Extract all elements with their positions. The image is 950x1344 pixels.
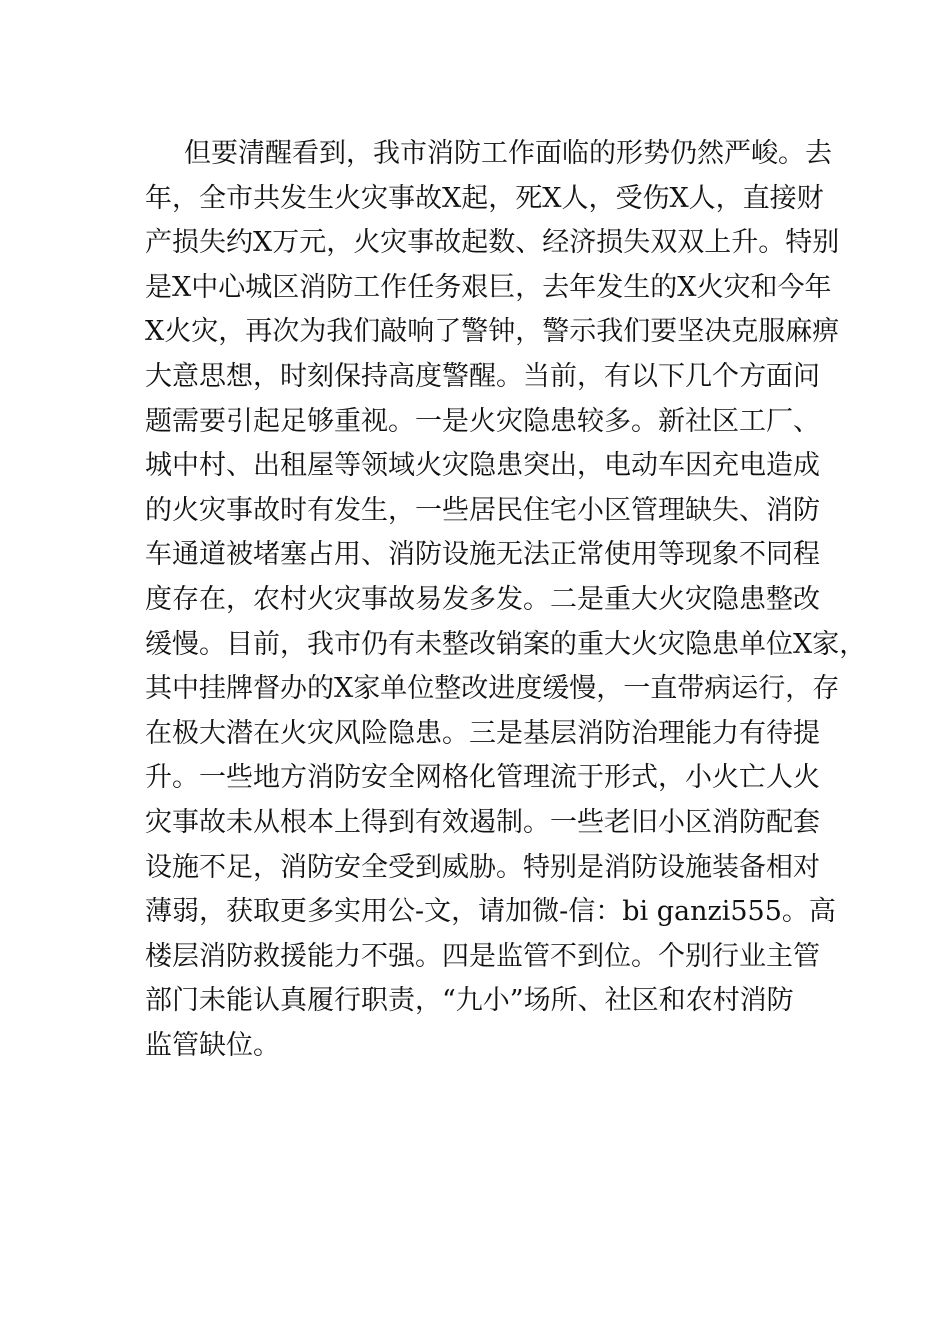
paragraph-line: 其中挂牌督办的X家单位整改进度缓慢，一直带病运行，存	[145, 673, 840, 705]
paragraph-line: 的火灾事故时有发生，一些居民住宅小区管理缺失、消防	[145, 494, 820, 526]
paragraph-line: 年，全市共发生火灾事故X起，死X人，受伤X人，直接财	[145, 182, 824, 214]
paragraph-line: 缓慢。目前，我市仍有未整改销案的重大火灾隐患单位X家，	[145, 628, 867, 660]
paragraph-line: 楼层消防救援能力不强。四是监管不到位。个别行业主管	[145, 940, 820, 972]
paragraph-line: 题需要引起足够重视。一是火灾隐患较多。新社区工厂、	[145, 405, 820, 437]
paragraph-line: 部门未能认真履行职责，“九小”场所、社区和农村消防	[145, 985, 794, 1017]
paragraph-line: 但要清醒看到，我市消防工作面临的形势仍然严峻。去	[184, 138, 832, 169]
body-paragraph	[145, 132, 867, 1068]
paragraph-line: 度存在，农村火灾事故易发多发。二是重大火灾隐患整改	[145, 583, 820, 615]
paragraph-line: 薄弱，获取更多实用公-文，请加微-信：bi ganzi555。高	[145, 896, 836, 928]
paragraph-line: 是X中心城区消防工作任务艰巨，去年发生的X火灾和今年	[145, 271, 832, 303]
paragraph-line: 设施不足，消防安全受到威胁。特别是消防设施装备相对	[145, 851, 820, 883]
paragraph-line: 升。一些地方消防安全网格化管理流于形式，小火亡人火	[145, 762, 820, 794]
paragraph-line: 车通道被堵塞占用、消防设施无法正常使用等现象不同程	[145, 539, 820, 571]
paragraph-line: X火灾，再次为我们敲响了警钟，警示我们要坚决克服麻痹	[145, 316, 840, 348]
paragraph-line: 在极大潜在火灾风险隐患。三是基层消防治理能力有待提	[145, 717, 820, 749]
paragraph-line: 城中村、出租屋等领域火灾隐患突出，电动车因充电造成	[145, 450, 820, 482]
paragraph-line: 灾事故未从根本上得到有效遏制。一些老旧小区消防配套	[145, 806, 820, 838]
paragraph-line: 大意思想，时刻保持高度警醒。当前，有以下几个方面问	[145, 360, 820, 392]
paragraph-line: 产损失约X万元，火灾事故起数、经济损失双双上升。特别	[145, 227, 840, 259]
paragraph-line: 监管缺位。	[145, 1029, 280, 1061]
